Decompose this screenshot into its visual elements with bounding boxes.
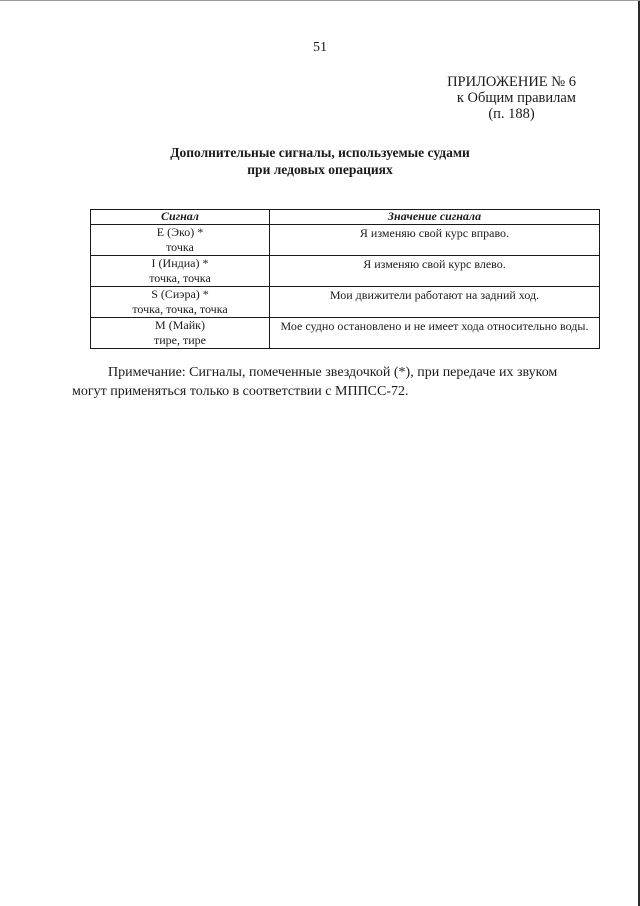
document-title-line-2: при ледовых операциях <box>247 162 393 177</box>
signals-table <box>90 209 600 349</box>
table-row <box>91 225 600 256</box>
table-header-row <box>91 210 600 225</box>
table-row <box>91 287 600 318</box>
meaning-cell: Я изменяю свой курс влево. <box>270 256 600 287</box>
signal-cell <box>91 225 270 256</box>
signal-code: точка <box>166 240 194 254</box>
column-header-meaning: Значение сигнала <box>270 210 600 225</box>
signal-name: E (Эко) * <box>156 225 204 239</box>
signal-name: M (Майк) <box>155 318 205 332</box>
table-row <box>91 256 600 287</box>
footnote-line-1: Примечание: Сигналы, помеченные звездочкой (*), при передаче их звуком <box>108 365 558 380</box>
column-header-signal: Сигнал <box>91 210 270 225</box>
page-number: 51 <box>313 40 327 55</box>
signal-cell <box>91 256 270 287</box>
signal-code: точка, точка, точка <box>132 302 228 316</box>
footnote <box>72 363 612 401</box>
signal-code: точка, точка <box>149 271 211 285</box>
signal-name: I (Индиа) * <box>151 256 209 270</box>
meaning-cell: Я изменяю свой курс вправо. <box>270 225 600 256</box>
meaning-cell: Мое судно остановлено и не имеет хода относительно воды. <box>270 318 600 349</box>
signal-name: S (Сиэра) * <box>151 287 209 301</box>
annex-reference: (п. 188) <box>488 106 535 122</box>
signal-cell <box>91 287 270 318</box>
annex-header <box>447 74 576 122</box>
annex-title: ПРИЛОЖЕНИЕ № 6 <box>447 74 576 90</box>
footnote-line-2: могут применяться только в соответствии с МППСС-72. <box>72 384 409 399</box>
document-title-line-1: Дополнительные сигналы, используемые судами <box>170 145 470 160</box>
table-row <box>91 318 600 349</box>
signal-code: тире, тире <box>154 333 206 347</box>
annex-subtitle: к Общим правилам <box>456 90 576 106</box>
meaning-cell: Мои движители работают на задний ход. <box>270 287 600 318</box>
document-title <box>0 144 640 178</box>
signal-cell <box>91 318 270 349</box>
